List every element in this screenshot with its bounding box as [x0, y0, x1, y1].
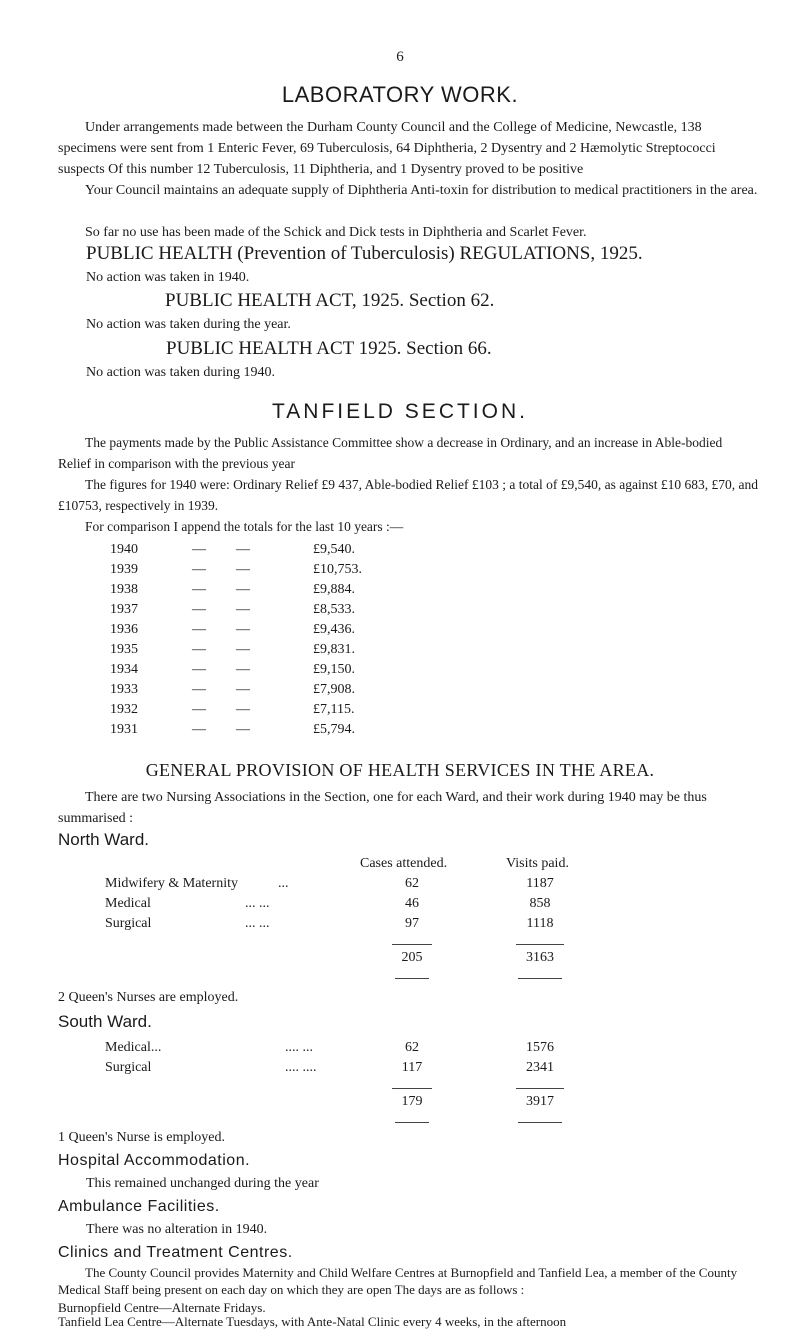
tanfield-paragraph-2: The figures for 1940 were: Ordinary Relief £9 437, Able-bodied Relief £103 ; a total of £9,540, as against £10 683, £70, and £10753, respectively in 1939.: [58, 477, 758, 513]
laboratory-paragraph-2: Your Council maintains an adequate supply of Diphtheria Anti-toxin for distribution to medical practitioners in the area.: [85, 183, 758, 198]
regulation-heading-tuberculosis: PUBLIC HEALTH (Prevention of Tuberculosis) REGULATIONS, 1925.: [86, 243, 643, 264]
south-ward-heading: South Ward.: [58, 1012, 152, 1031]
dash: —: [192, 582, 206, 597]
dash: —: [236, 582, 250, 597]
dash: —: [236, 562, 250, 577]
north-total-visits: 3163: [526, 950, 554, 965]
regulation-text-tuberculosis: No action was taken in 1940.: [86, 270, 250, 285]
year: 1940: [110, 542, 138, 557]
south-row-label: Surgical: [105, 1060, 152, 1075]
north-row-dots: ... ...: [245, 916, 270, 931]
dash: —: [192, 642, 206, 657]
south-row-cases: 62: [405, 1040, 419, 1055]
year: 1937: [110, 602, 138, 617]
dash: —: [236, 662, 250, 677]
clinics-heading: Clinics and Treatment Centres.: [58, 1244, 293, 1261]
north-row-visits: 1118: [526, 916, 554, 931]
regulation-text-section-66: No action was taken during 1940.: [86, 365, 275, 380]
south-row-dots: .... ....: [285, 1060, 317, 1075]
north-row-visits: 858: [529, 896, 551, 911]
page-number: 6: [396, 49, 404, 65]
table-row: [110, 622, 410, 642]
regulation-heading-section-62: PUBLIC HEALTH ACT, 1925. Section 62.: [165, 290, 495, 311]
south-row-visits: 1576: [526, 1040, 554, 1055]
divider: [518, 1122, 562, 1123]
year: 1933: [110, 682, 138, 697]
amount: £9,150.: [313, 662, 355, 677]
table-row: [110, 582, 410, 602]
year: 1939: [110, 562, 138, 577]
hospital-heading: Hospital Accommodation.: [58, 1152, 251, 1169]
dash: —: [236, 682, 250, 697]
north-row-dots: ...: [278, 876, 289, 891]
divider: [518, 978, 562, 979]
amount: £9,540.: [313, 542, 355, 557]
north-ward-heading: North Ward.: [58, 830, 150, 849]
amount: £10,753.: [313, 562, 362, 577]
laboratory-heading: LABORATORY WORK.: [281, 82, 519, 107]
amount: £9,831.: [313, 642, 355, 657]
year: 1938: [110, 582, 138, 597]
north-ward-note: 2 Queen's Nurses are employed.: [58, 990, 239, 1005]
regulation-text-section-62: No action was taken during the year.: [86, 317, 291, 332]
table-row: [110, 562, 410, 582]
amount: £8,533.: [313, 602, 355, 617]
amount: £9,884.: [313, 582, 355, 597]
ambulance-text: There was no alteration in 1940.: [86, 1222, 268, 1237]
year: 1931: [110, 722, 138, 737]
north-total-cases: 205: [401, 950, 423, 965]
dash: —: [192, 702, 206, 717]
north-row-cases: 97: [405, 916, 419, 931]
general-provision-heading: GENERAL PROVISION OF HEALTH SERVICES IN THE AREA.: [145, 760, 655, 780]
dash: —: [236, 702, 250, 717]
table-row: [110, 642, 410, 662]
table-row: [110, 602, 410, 622]
year: 1934: [110, 662, 138, 677]
north-row-cases: 46: [405, 896, 419, 911]
amount: £7,115.: [313, 702, 355, 717]
south-total-visits: 3917: [526, 1094, 554, 1109]
amount: £5,794.: [313, 722, 355, 737]
table-row: [110, 702, 410, 722]
south-row-label: Medical...: [105, 1040, 162, 1055]
year: 1935: [110, 642, 138, 657]
dash: —: [192, 542, 206, 557]
tanfield-section-heading: TANFIELD SECTION.: [272, 400, 528, 423]
south-total-cases: 179: [401, 1094, 423, 1109]
general-provision-intro: There are two Nursing Associations in the Section, one for each Ward, and their work during 1940 may be thus summarised :: [58, 790, 707, 826]
north-row-cases: 62: [405, 876, 419, 891]
clinics-tanfield-lea: Tanfield Lea Centre—Alternate Tuesdays, with Ante-Natal Clinic every 4 weeks, in the afternoon: [58, 1314, 567, 1329]
dash: —: [192, 662, 206, 677]
divider: [392, 1088, 432, 1089]
regulation-heading-section-66: PUBLIC HEALTH ACT 1925. Section 66.: [166, 338, 492, 359]
north-row-label: Surgical: [105, 916, 152, 931]
dash: —: [192, 622, 206, 637]
north-row-visits: 1187: [526, 876, 554, 891]
visits-paid-header: Visits paid.: [506, 856, 569, 871]
dash: —: [236, 542, 250, 557]
north-row-dots: ... ...: [245, 896, 270, 911]
table-row: [110, 682, 410, 702]
year: 1936: [110, 622, 138, 637]
north-row-label: Midwifery & Maternity: [105, 876, 238, 891]
south-row-cases: 117: [401, 1060, 423, 1075]
south-ward-note: 1 Queen's Nurse is employed.: [58, 1130, 225, 1145]
table-row: [110, 542, 410, 562]
dash: —: [192, 562, 206, 577]
amount: £7,908.: [313, 682, 355, 697]
dash: —: [236, 642, 250, 657]
ambulance-heading: Ambulance Facilities.: [58, 1198, 220, 1215]
clinics-burnopfield: Burnopfield Centre—Alternate Fridays.: [58, 1300, 266, 1315]
divider: [395, 978, 429, 979]
laboratory-paragraph-1: Under arrangements made between the Durham County Council and the College of Medicine, Newcastle, 138 specimens were sent from 1 Enteric Fever, 69 Tuberculosis, 64 Diphtheria, 2 Dysentry and 2 Hæmolytic Streptococci suspects Of this number 12 Tuberculosis, 11 Diphtheria, and 1 Dysentry proved to be positive: [58, 120, 716, 177]
dash: —: [192, 682, 206, 697]
dash: —: [192, 722, 206, 737]
table-row: [110, 662, 410, 682]
dash: —: [236, 622, 250, 637]
divider: [516, 1088, 564, 1089]
amount: £9,436.: [313, 622, 355, 637]
south-row-visits: 2341: [526, 1060, 554, 1075]
cases-attended-header: Cases attended.: [360, 856, 448, 871]
laboratory-paragraph-3: So far no use has been made of the Schick and Dick tests in Diphtheria and Scarlet Fever.: [85, 225, 587, 240]
clinics-text: The County Council provides Maternity and Child Welfare Centres at Burnopfield and Tanfield Lea, a member of the County Medical Staff being present on each day on which they are open The days are as follows :: [58, 1265, 738, 1297]
year: 1932: [110, 702, 138, 717]
tanfield-paragraph-1: The payments made by the Public Assistance Committee show a decrease in Ordinary, and an increase in Able-bodied Relief in comparison with the previous year: [58, 435, 723, 471]
south-row-dots: .... ...: [285, 1040, 313, 1055]
dash: —: [192, 602, 206, 617]
hospital-text: This remained unchanged during the year: [86, 1176, 319, 1191]
table-row: [110, 722, 410, 742]
divider: [516, 944, 564, 945]
north-row-label: Medical: [105, 896, 151, 911]
dash: —: [236, 722, 250, 737]
divider: [395, 1122, 429, 1123]
dash: —: [236, 602, 250, 617]
tanfield-paragraph-3: For comparison I append the totals for the last 10 years :—: [85, 519, 404, 534]
divider: [392, 944, 432, 945]
